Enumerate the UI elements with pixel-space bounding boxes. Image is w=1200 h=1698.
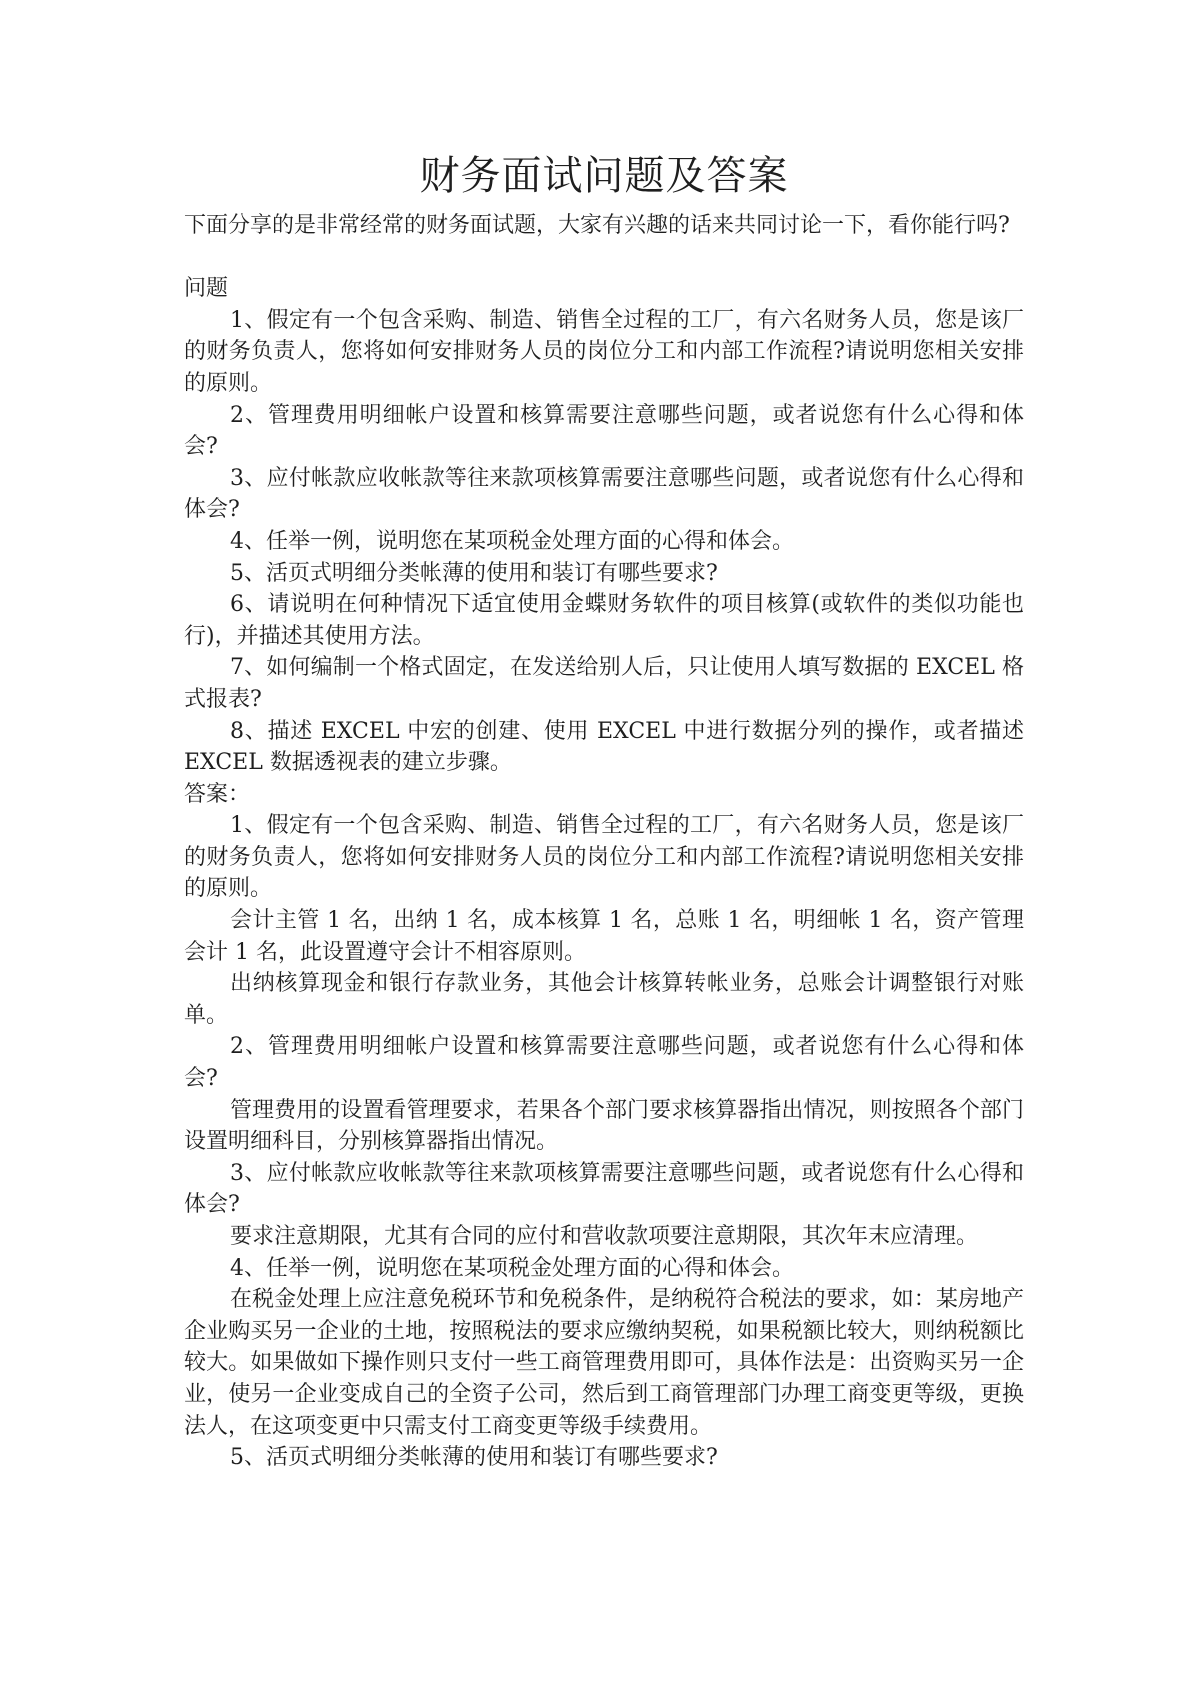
question-item: 4、任举一例，说明您在某项税金处理方面的心得和体会。 — [230, 528, 794, 554]
answers-heading: 答案： — [184, 781, 251, 807]
intro-paragraph: 下面分享的是非常经常的财务面试题，大家有兴趣的话来共同讨论一下，看你能行吗? — [184, 213, 1010, 238]
question-item: 5、活页式明细分类帐薄的使用和装订有哪些要求? — [230, 560, 718, 586]
answer-text: 出纳核算现金和银行存款业务，其他会计核算转帐业务，总账会计调整银行对账单。 — [184, 971, 1024, 1028]
question-item: 1、假定有一个包含采购、制造、销售全过程的工厂，有六名财务人员，您是该厂的财务负责人，您将如何安排财务人员的岗位分工和内部工作流程?请说明您相关安排的原则。 — [184, 307, 1024, 396]
document-page — [184, 144, 1024, 1474]
answer-question: 5、活页式明细分类帐薄的使用和装订有哪些要求? — [230, 1445, 718, 1471]
question-item: 6、请说明在何种情况下适宜使用金蝶财务软件的项目核算(或软件的类似功能也行)，并描述其使用方法。 — [184, 592, 1024, 649]
answer-text: 会计主管 1 名，出纳 1 名，成本核算 1 名，总账 1 名，明细帐 1 名，资产管理会计 1 名，此设置遵守会计不相容原则。 — [184, 908, 1024, 965]
answer-text: 在税金处理上应注意免税环节和免税条件，是纳税符合税法的要求，如：某房地产企业购买另一企业的土地，按照税法的要求应缴纳契税，如果税额比较大，则纳税额比较大。如果做如下操作则只支付一些工商管理费用即可，具体作法是：出资购买另一企业，使另一企业变成自己的全资子公司，然后到工商管理部门办理工商变更等级，更换法人，在这项变更中只需支付工商变更等级手续费用。 — [184, 1287, 1024, 1439]
answer-question: 3、应付帐款应收帐款等往来款项核算需要注意哪些问题，或者说您有什么心得和体会? — [184, 1160, 1024, 1218]
question-item: 8、描述 EXCEL 中宏的创建、使用 EXCEL 中进行数据分列的操作，或者描述 EXCEL 数据透视表的建立步骤。 — [184, 718, 1024, 776]
answer-text: 要求注意期限，尤其有合同的应付和营收款项要注意期限，其次年末应清理。 — [230, 1224, 979, 1249]
blank-line — [184, 242, 1024, 274]
answer-question: 4、任举一例，说明您在某项税金处理方面的心得和体会。 — [230, 1255, 794, 1281]
answer-question: 2、管理费用明细帐户设置和核算需要注意哪些问题，或者说您有什么心得和体会? — [184, 1034, 1024, 1092]
questions-heading: 问题 — [184, 276, 229, 302]
question-item: 7、如何编制一个格式固定，在发送给别人后，只让使用人填写数据的 EXCEL 格式报表? — [184, 655, 1024, 712]
question-item: 2、管理费用明细帐户设置和核算需要注意哪些问题，或者说您有什么心得和体会? — [184, 402, 1024, 460]
answer-question: 1、假定有一个包含采购、制造、销售全过程的工厂，有六名财务人员，您是该厂的财务负责人，您将如何安排财务人员的岗位分工和内部工作流程?请说明您相关安排的原则。 — [184, 813, 1024, 902]
answer-text: 管理费用的设置看管理要求，若果各个部门要求核算器指出情况，则按照各个部门设置明细科目，分别核算器指出情况。 — [184, 1097, 1024, 1155]
question-item: 3、应付帐款应收帐款等往来款项核算需要注意哪些问题，或者说您有什么心得和体会? — [184, 465, 1024, 523]
document-title: 财务面试问题及答案 — [419, 153, 789, 199]
